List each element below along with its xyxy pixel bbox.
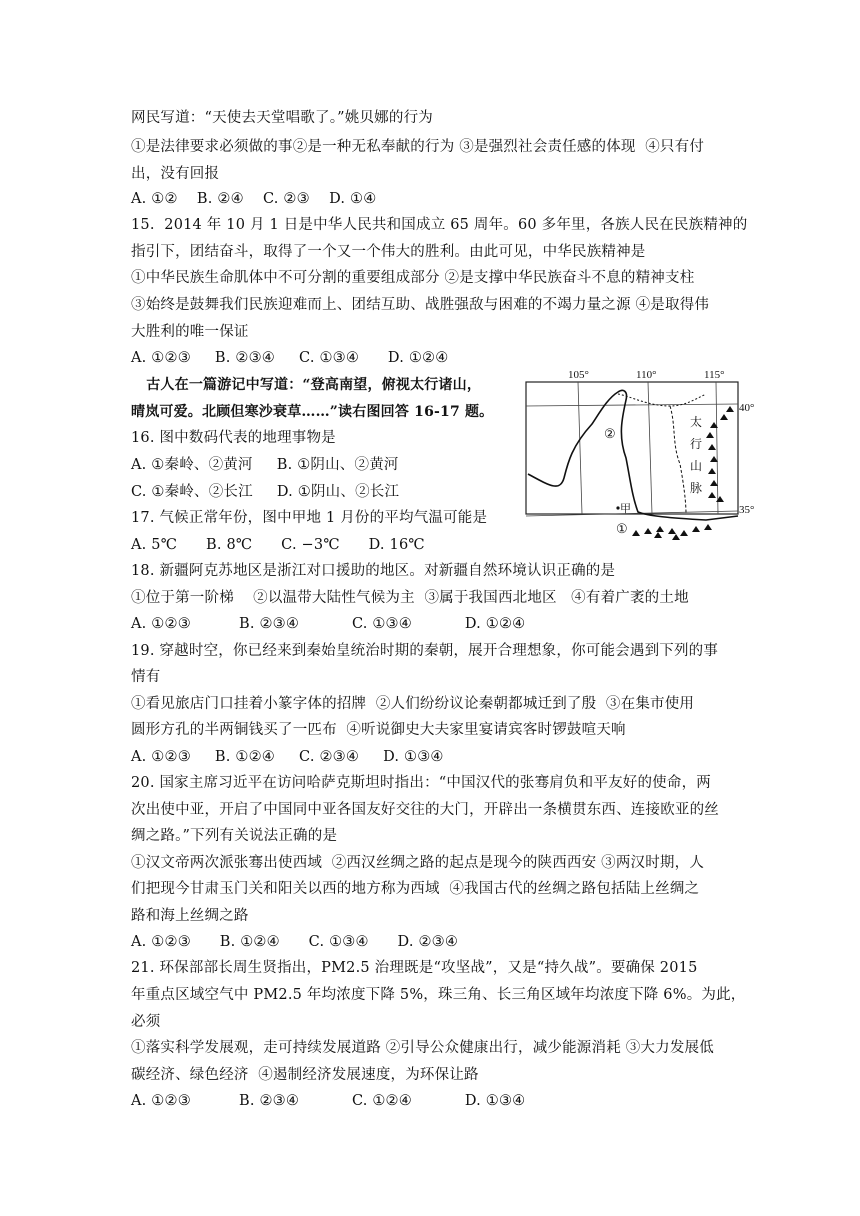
lat-40-label: 40°	[739, 402, 755, 414]
text-line: 绸之路。”下列有关说法正确的是	[131, 828, 338, 844]
lon-110-label: 110°	[636, 369, 657, 381]
taihang-char-1: 太	[690, 415, 703, 429]
text-line: 晴岚可爱。北顾但寒沙衰草……”读右图回答 16-17 题。	[131, 404, 494, 420]
text-line: ①落实科学发展观，走可持续发展道路 ②引导公众健康出行，减少能源消耗 ③大力发展低	[131, 1040, 714, 1056]
text-line: 20. 国家主席习近平在访问哈萨克斯坦时指出：“中国汉代的张骞肩负和平友好的使命，两	[131, 775, 711, 791]
mountain-icon	[716, 496, 724, 502]
mountain-icon	[632, 530, 640, 536]
text-line: ①中华民族生命肌体中不可分割的重要组成部分 ②是支撑中华民族奋斗不息的精神支柱	[131, 270, 695, 286]
mountain-icon	[708, 492, 716, 498]
taihang-mountains	[706, 406, 734, 502]
text-line: 碳经济、绿色经济 ④遏制经济发展速度，为环保让路	[131, 1067, 479, 1083]
text-line: 圆形方孔的半两铜钱买了一匹布 ④听说御史大夫家里宴请宾客时锣鼓喧天响	[131, 722, 626, 738]
text-line: 15. 2014 年 10 月 1 日是中华人民共和国成立 65 周年。60 多年里，各族人民在民族精神的	[131, 217, 748, 233]
qinling-mountains	[632, 524, 712, 540]
mountain-icon	[692, 526, 700, 532]
meridian-110	[648, 382, 652, 514]
mountain-icon	[726, 406, 734, 412]
map-frame	[526, 382, 738, 514]
province-boundary	[670, 406, 686, 514]
marker-1: ①	[616, 521, 628, 536]
text-line: 16. 图中数码代表的地理事物是	[131, 430, 336, 446]
mountain-icon	[708, 444, 716, 450]
text-line: A. 5℃ B. 8℃ C. −3℃ D. 16℃	[131, 537, 425, 553]
text-line: A. ①②③ B. ②③④ C. ①③④ D. ①②④	[131, 350, 449, 366]
text-line: A. ①②③ B. ①②④ C. ②③④ D. ①③④	[131, 749, 444, 765]
text-line: 18. 新疆阿克苏地区是浙江对口援助的地区。对新疆自然环境认识正确的是	[131, 563, 616, 579]
meridian-105	[578, 382, 582, 514]
lon-115-label: 115°	[704, 369, 725, 381]
taihang-char-4: 脉	[690, 481, 703, 495]
mountain-icon	[644, 528, 652, 534]
lon-105-label: 105°	[568, 369, 589, 381]
text-line: A. ①②③ B. ②③④ C. ①③④ D. ①②④	[131, 616, 526, 632]
marker-2: ②	[604, 426, 616, 441]
text-line: 路和海上丝绸之路	[131, 908, 249, 924]
text-line: 古人在一篇游记中写道：“登高南望，俯视太行诸山，	[131, 377, 482, 393]
text-line: 网民写道：“天使去天堂唱歌了。”姚贝娜的行为	[131, 110, 433, 126]
mountain-icon	[708, 468, 716, 474]
text-line: 年重点区域空气中 PM2.5 年均浓度下降 5%，珠三角、长三角区域年均浓度下降 6%。为此，	[131, 987, 746, 1003]
mountain-icon	[704, 524, 712, 530]
mountain-icon	[706, 432, 714, 438]
text-line: ①看见旅店门口挂着小篆字体的招牌 ②人们纷纷议论秦朝都城迁到了殷 ③在集市使用	[131, 696, 695, 712]
text-line: ①是法律要求必须做的事②是一种无私奉献的行为 ③是强烈社会责任感的体现 ④只有付	[131, 139, 705, 155]
mountain-icon	[720, 414, 728, 420]
parallel-40	[526, 404, 738, 406]
meridian-115	[716, 382, 718, 514]
text-line: A. ①②③ B. ②③④ C. ①②④ D. ①③④	[131, 1093, 526, 1109]
text-line: 次出使中亚，开启了中国同中亚各国友好交往的大门，开辟出一条横贯东西、连接欧亚的丝	[131, 802, 719, 818]
text-line: 17. 气候正常年份，图中甲地 1 月份的平均气温可能是	[131, 510, 488, 526]
text-line: ①汉文帝两次派张骞出使西域 ②西汉丝绸之路的起点是现今的陕西西安 ③两汉时期，人	[131, 855, 705, 871]
taihang-region-map	[520, 366, 756, 554]
mountain-icon	[656, 526, 664, 532]
mountain-icon	[672, 534, 680, 540]
text-line: 指引下，团结奋斗，取得了一个又一个伟大的胜利。由此可见，中华民族精神是	[131, 244, 646, 260]
text-line: 们把现今甘肃玉门关和阳关以西的地方称为西域 ④我国古代的丝绸之路包括陆上丝绸之	[131, 881, 700, 897]
place-jia-dot	[616, 506, 619, 509]
text-line: A. ①②③ B. ①②④ C. ①③④ D. ②③④	[131, 934, 459, 950]
mountain-icon	[680, 530, 688, 536]
text-line: ①位于第一阶梯 ②以温带大陆性气候为主 ③属于我国西北地区 ④有着广袤的土地	[131, 590, 689, 606]
taihang-char-2: 行	[690, 437, 703, 451]
text-line: C. ①秦岭、②长江 D. ①阴山、②长江	[131, 484, 400, 500]
text-line: ③始终是鼓舞我们民族迎难而上、团结互助、战胜强敌与困难的不竭力量之源 ④是取得伟	[131, 297, 710, 313]
taihang-char-3: 山	[690, 459, 703, 473]
yellow-river	[528, 390, 738, 520]
lat-35-label: 35°	[739, 504, 755, 516]
text-line: 情有	[131, 669, 161, 685]
mountain-icon	[668, 528, 676, 534]
place-jia: 甲	[620, 503, 631, 515]
text-line: 19. 穿越时空，你已经来到秦始皇统治时期的秦朝，展开合理想象，你可能会遇到下列的事	[131, 643, 719, 659]
text-line: A. ①② B. ②④ C. ②③ D. ①④	[131, 191, 377, 207]
text-line: 必须	[131, 1014, 161, 1030]
text-line: 大胜利的唯一保证	[131, 324, 249, 340]
text-line: A. ①秦岭、②黄河 B. ①阴山、②黄河	[131, 457, 399, 473]
text-line: 出，没有回报	[131, 166, 220, 182]
mountain-icon	[710, 480, 718, 486]
text-line: 21. 环保部部长周生贤指出，PM2.5 治理既是“攻坚战”，又是“持久战”。要确保 2015	[131, 960, 698, 976]
mountain-icon	[654, 532, 662, 538]
